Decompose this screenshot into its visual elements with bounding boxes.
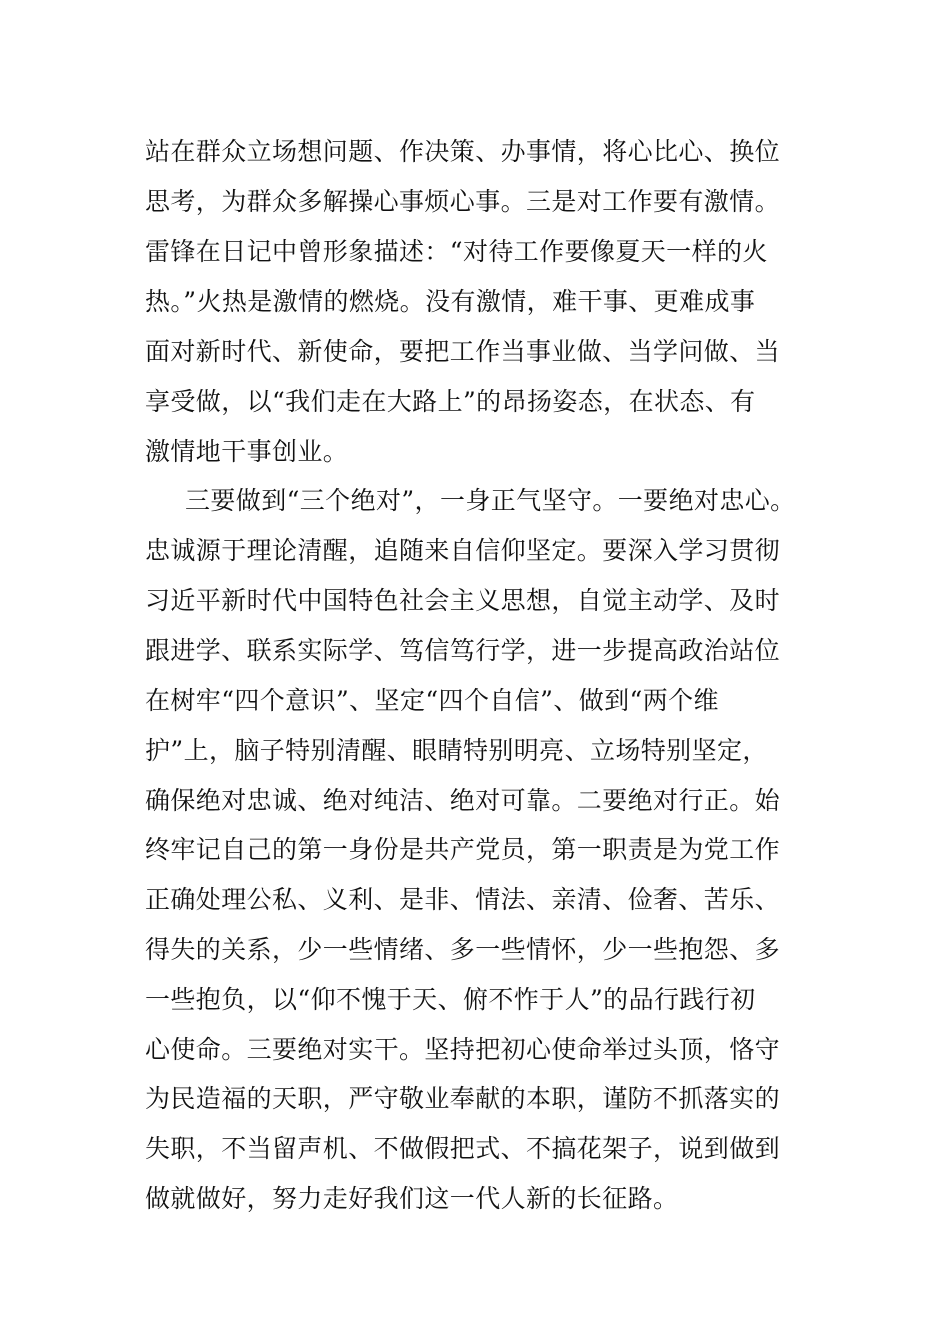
text-line: 热。”火热是激情的燃烧。没有激情，难干事、更难成事 [145,287,756,316]
text-line: 在树牢“四个意识”、坚定“四个自信”、做到“两个维 [145,686,719,715]
text-line: 站在群众立场想问题、作决策、办事情，将心比心、换位 [145,137,781,166]
text-line: 失职，不当留声机、不做假把式、不搞花架子，说到做到 [145,1134,781,1163]
text-line: 雷锋在日记中曾形象描述：“对待工作要像夏天一样的火 [145,237,768,266]
text-line: 跟进学、联系实际学、笃信笃行学，进一步提高政治站位 [145,636,781,665]
text-line: 护”上，脑子特别清醒、眼睛特别明亮、立场特别坚定， [145,736,768,765]
text-line: 正确处理公私、义利、是非、情法、亲清、俭奢、苦乐、 [145,885,781,914]
text-line: 享受做，以“我们走在大路上”的昂扬姿态，在状态、有 [145,387,756,416]
text-line: 思考，为群众多解操心事烦心事。三是对工作要有激情。 [145,187,781,216]
text-line: 一些抱负，以“仰不愧于天、俯不怍于人”的品行践行初 [145,985,756,1014]
text-line: 做就做好，努力走好我们这一代人新的长征路。 [145,1184,679,1213]
text-line: 为民造福的天职，严守敬业奉献的本职，谨防不抓落实的 [145,1084,781,1113]
text-line: 面对新时代、新使命，要把工作当事业做、当学问做、当 [145,337,781,366]
text-line: 忠诚源于理论清醒，追随来自信仰坚定。要深入学习贯彻 [145,536,781,565]
paragraph-first-line: 三要做到“三个绝对”，一身正气坚守。一要绝对忠心。 [185,486,796,515]
text-line: 终牢记自己的第一身份是共产党员，第一职责是为党工作 [145,835,781,864]
text-line: 确保绝对忠诚、绝对纯洁、绝对可靠。二要绝对行正。始 [145,786,781,815]
text-line: 得失的关系，少一些情绪、多一些情怀，少一些抱怨、多 [145,935,781,964]
text-line: 心使命。三要绝对实干。坚持把初心使命举过头顶，恪守 [145,1035,781,1064]
text-line: 习近平新时代中国特色社会主义思想，自觉主动学、及时 [145,586,781,615]
text-line: 激情地干事创业。 [145,437,349,466]
